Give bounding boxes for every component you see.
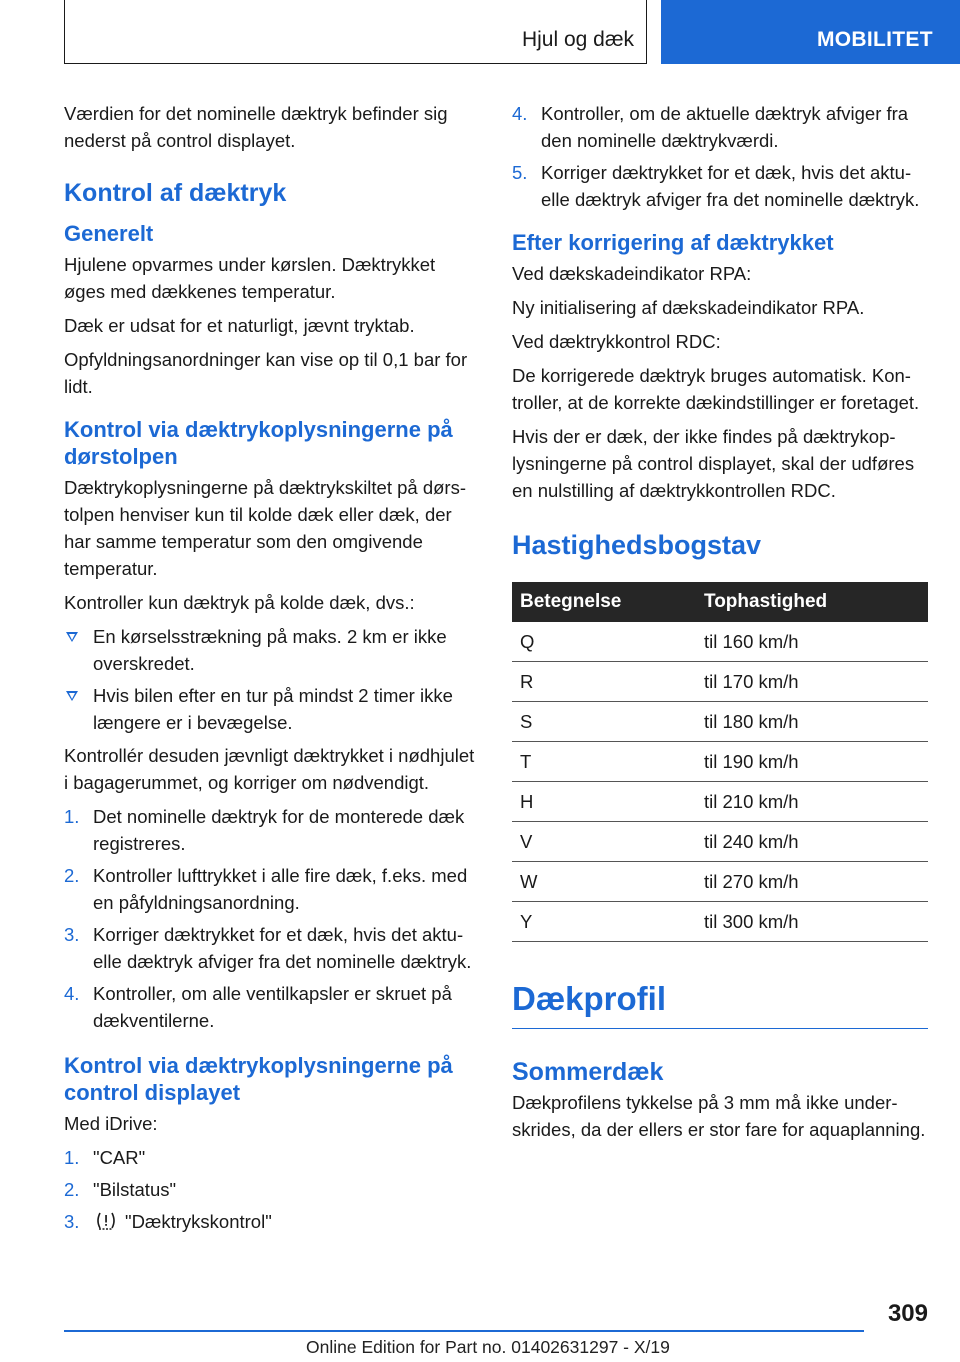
bullet-list — [64, 623, 480, 736]
paragraph: Hjulene opvarmes under kørslen. Dæktrykket øges med dækkenes temperatur. — [64, 254, 436, 302]
table-header-row — [512, 582, 928, 622]
triangle-bullet-icon — [66, 691, 78, 701]
paragraph: Kontroller kun dæktryk på kolde dæk, dvs.: — [64, 592, 415, 613]
paragraph: Kontrollér desuden jævnligt dæktrykket i nødhjulet i bagagerummet, og korriger om nødvendigt. — [64, 745, 475, 793]
table-row: W til 270 km/h — [512, 862, 928, 902]
list-item: 1. "CAR" — [64, 1147, 146, 1168]
chapter-title: MOBILITET — [817, 28, 933, 51]
table-row: R til 170 km/h — [512, 662, 928, 702]
column-header: Betegnelse — [512, 582, 700, 622]
paragraph: Ny initialisering af dækskadeindikator RPA. — [512, 297, 865, 318]
heading-kontrol-via-dorstolpen: Kontrol via dæktrykoplysningerne på dørstolpen — [64, 417, 453, 469]
page-header — [0, 0, 960, 66]
numbered-list — [64, 803, 480, 1034]
right-column — [512, 100, 928, 1150]
list-item: 2. "Bilstatus" — [64, 1179, 177, 1200]
list-item: 1. Det nominelle dæktryk for de monterede dæk registreres. — [64, 806, 465, 854]
left-column — [64, 100, 480, 1241]
list-item: 3. "Dæktrykskontrol" — [64, 1211, 272, 1232]
list-item: Hvis bilen efter en tur på mindst 2 timer ikke længere er i bevægelse. — [64, 682, 480, 736]
speed-rating-table — [512, 582, 928, 942]
paragraph: Hvis der er dæk, der ikke findes på dæktrykoplysningerne på control displayet, skal der udføres en nulstilling af dæktrykkontrollen RDC. — [512, 426, 915, 501]
triangle-bullet-icon — [66, 632, 78, 642]
table-row: S til 180 km/h — [512, 702, 928, 742]
footer-divider — [64, 1330, 864, 1332]
list-item: 4. Kontroller, om alle ventilkapsler er skruet på dækventilerne. — [64, 983, 452, 1031]
heading-efter-korrigering: Efter korrigering af dæktrykket — [512, 230, 834, 255]
table-row: T til 190 km/h — [512, 742, 928, 782]
tire-pressure-icon — [95, 1211, 117, 1231]
heading-sommerdaek: Sommerdæk — [512, 1058, 664, 1086]
heading-kontrol-via-control-display: Kontrol via dæktrykoplysningerne på control displayet — [64, 1053, 453, 1105]
paragraph: Ved dækskadeindikator RPA: — [512, 263, 752, 284]
paragraph: De korrigerede dæktryk bruges automatisk. Kontroller, at de korrekte dækindstillinger er foretaget. — [512, 365, 920, 413]
paragraph: Dæktrykoplysningerne på dæktrykskiltet på dørstolpen henviser kun til kolde dæk eller dæk, der har samme temperatur som den omgivende temperatur. — [64, 477, 467, 579]
heading-kontrol-af-daektryk: Kontrol af dæktryk — [64, 179, 287, 207]
table-row: Q til 160 km/h — [512, 622, 928, 662]
section-tab — [64, 0, 647, 64]
intro-paragraph: Værdien for det nominelle dæktryk befinder sig nederst på control displayet. — [64, 103, 448, 151]
paragraph: Med iDrive: — [64, 1113, 158, 1134]
edition-footer: Online Edition for Part no. 01402631297 - X/19 — [306, 1337, 670, 1357]
paragraph: Ved dæktrykkontrol RDC: — [512, 331, 721, 352]
page-number: 309 — [887, 1300, 928, 1327]
list-item: 4. Kontroller, om de aktuelle dæktryk afviger fra den nominelle dæktrykværdi. — [512, 103, 909, 151]
list-item: 2. Kontroller lufttrykket i alle fire dæk, f.eks. med en påfyldningsanordning. — [64, 865, 468, 913]
table-row: Y til 300 km/h — [512, 902, 928, 942]
list-item: 5. Korriger dæktrykket for et dæk, hvis det aktuelle dæktryk afviger fra det nominelle dæktryk. — [512, 162, 920, 210]
table-row: H til 210 km/h — [512, 782, 928, 822]
section-title: Hjul og dæk — [521, 28, 634, 51]
heading-daekprofil: Dækprofil — [512, 980, 928, 1029]
list-item: 3. Korriger dæktrykket for et dæk, hvis det aktuelle dæktryk afviger fra det nominelle dæktryk. — [64, 924, 472, 972]
heading-hastighedsbogstav: Hastighedsbogstav — [512, 530, 762, 560]
table-row: V til 240 km/h — [512, 822, 928, 862]
paragraph: Opfyldningsanordninger kan vise op til 0,1 bar for lidt. — [64, 349, 468, 397]
chapter-tab — [661, 0, 960, 64]
paragraph: Dæk er udsat for et naturligt, jævnt tryktab. — [64, 315, 415, 336]
numbered-list — [512, 100, 928, 213]
paragraph: Dækprofilens tykkelse på 3 mm må ikke underskrides, da der ellers er stor fare for aquaplanning. — [512, 1092, 926, 1140]
heading-generelt: Generelt — [64, 221, 154, 246]
idrive-steps-list — [64, 1144, 480, 1235]
list-item: En kørselsstrækning på maks. 2 km er ikke overskredet. — [64, 623, 480, 677]
column-header: Tophastighed — [700, 582, 928, 622]
